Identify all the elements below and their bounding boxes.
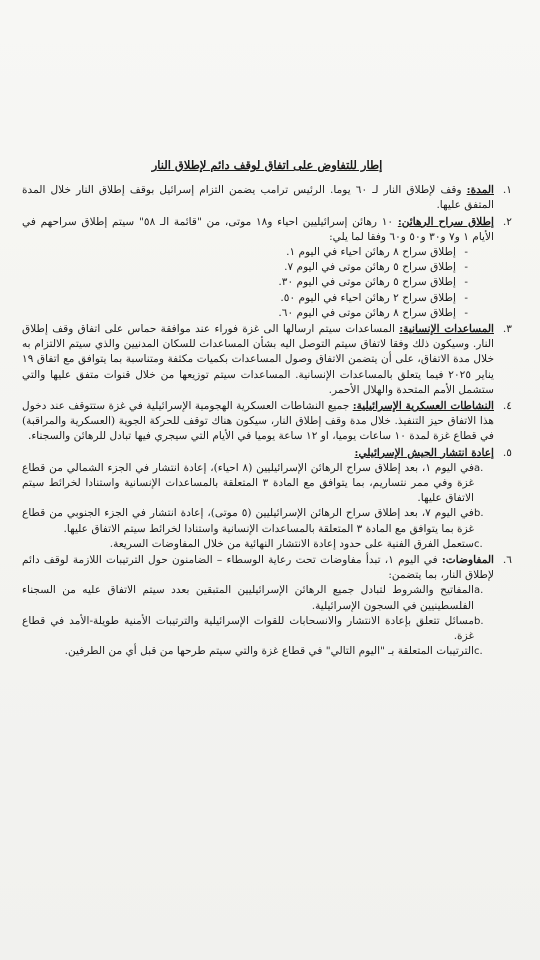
- list-item: - إطلاق سراح ٨ رهائن موتى في اليوم ٦٠.: [278, 306, 468, 319]
- list-item: - إطلاق سراح ٢ رهائن احياء في اليوم ٥٠.: [280, 291, 468, 304]
- document-title: إطار للتفاوض على اتفاق لوقف دائم لإطلاق النار: [151, 158, 383, 172]
- list-item: - إطلاق سراح ٥ رهائن موتى في اليوم ٣٠.: [278, 276, 468, 289]
- section-label: إعادة انتشار الجيش الإسرائيلي:: [354, 446, 494, 459]
- section-number: ٥.: [502, 446, 512, 459]
- section-text: وقف لإطلاق النار لـ ٦٠ يوما. الرئيس ترامب يضمن التزام إسرائيل بوقف إطلاق النار خلال المدة المتفق عليها.: [22, 184, 494, 212]
- section-label: المفاوضات:: [441, 554, 494, 567]
- section-negotiations: [22, 553, 512, 659]
- section-humanitarian-aid: [22, 322, 512, 398]
- list-item: a. في اليوم ١، بعد إطلاق سراح الرهائن الإسرائيليين (٨ احياء)، إعادة انتشار في الجزء الشمالي من قطاع غزة وفي ممر نتساريم، بما يتوافق مع المادة ٣ المتعلقة بالمساعدات الإنسانية واستنادا لخرائط سيتم الاتفاق عليها.: [22, 461, 484, 505]
- section-text: في اليوم ١، تبدأ مفاوضات تحت رعاية الوسطاء – الضامنون حول الترتيبات اللازمة لوقف دائم لإطلاق النار، بما يتضمن:: [22, 554, 494, 582]
- section-military-activity: [22, 399, 512, 445]
- list-item: - إطلاق سراح ٨ رهائن احياء في اليوم ١.: [286, 246, 468, 259]
- section-label: المدة:: [466, 184, 494, 197]
- section-number: ٦.: [502, 554, 512, 567]
- section-number: ١.: [502, 184, 512, 197]
- section-text: المساعدات سيتم ارسالها الى غزة فوراء عند موافقة حماس على اتفاق وقف إطلاق النار. وسيكون ذلك وفقا لاتفاق سيتم التوصل اليه بشأن المساعدات للسكان المدنيين والذي سيتم الالتزام به خلال مدة الاتفاق، على أن يتضمن الاتفاق وصول المساعدات بكميات مكثفة ومتناسبة بما يتوافق مع اتفاق ١٩ يناير ٢٠٢٥ فيما يتعلق بالمساعدات الإنسانية. المساعدات سيتم توزيعها من خلال قنوات متفق عليها والتي ستشمل الأمم المتحدة والهلال الأحمر.: [22, 323, 495, 396]
- list-item: c. الترتيبات المتعلقة بـ "اليوم التالي" في قطاع غزة والتي سيتم طرحها من قبل أي من الطرفين.: [64, 645, 483, 658]
- section-text: جميع النشاطات العسكرية الهجومية الإسرائيلية في غزة ستتوقف عند دخول هذا الاتفاق حيز التنفيذ. خلال مدة وقف إطلاق النار، سيكون هناك توقف للحركة الجوية (العسكرية والمراقبة) في قطاع غزة لمدة ١٠ ساعات يوميا، او ١٢ ساعة يوميا في الأيام التي سيجري فيها تبادل للرهائن والسجناء.: [22, 400, 494, 443]
- list-item: c. ستعمل الفرق الفنية على حدود إعادة الانتشار النهائية من خلال المفاوضات السريعة.: [109, 537, 483, 550]
- section-number: ٤.: [502, 400, 512, 413]
- list-item: a. المفاتيح والشروط لتبادل جميع الرهائن الإسرائيليين المتبقين بعدد سيتم الاتفاق عليه من السجناء الفلسطينيين في السجون الإسرائيلية.: [22, 584, 484, 612]
- section-number: ٣.: [502, 323, 512, 336]
- section-duration: [22, 183, 512, 213]
- document-body: [22, 158, 512, 661]
- section-text: ١٠ رهائن إسرائيليين احياء و١٨ موتى، من "قائمة الـ ٥٨" سيتم إطلاق سراحهم في الأيام ١ و٧ و٣٠ و٥٠ و٦٠ وفقا لما يلي:: [22, 215, 494, 243]
- release-list: [22, 245, 494, 321]
- section-number: ٢.: [502, 215, 512, 228]
- section-hostage-release: [22, 215, 512, 321]
- section-label: إطلاق سراح الرهائن:: [397, 215, 494, 228]
- section-label: النشاطات العسكرية الإسرائيلية:: [352, 400, 494, 413]
- section-redeployment: [22, 446, 512, 552]
- list-item: b. مسائل تتعلق بإعادة الانتشار والانسحابات للقوات الإسرائيلية والترتيبات الأمنية طويلة-الأمد في قطاع غزة.: [22, 614, 484, 643]
- section-label: المساعدات الإنسانية:: [399, 323, 494, 336]
- list-item: - إطلاق سراح ٥ رهائن موتى في اليوم ٧.: [284, 261, 468, 274]
- list-item: b. في اليوم ٧، بعد إطلاق سراح الرهائن الإسرائيليين (٥ موتى)، إعادة انتشار في الجزء الجنوبي من قطاع غزة بما يتوافق مع المادة ٣ المتعلقة بالمساعدات الإنسانية واستنادا لخرائط سيتم الاتفاق عليها.: [22, 507, 484, 535]
